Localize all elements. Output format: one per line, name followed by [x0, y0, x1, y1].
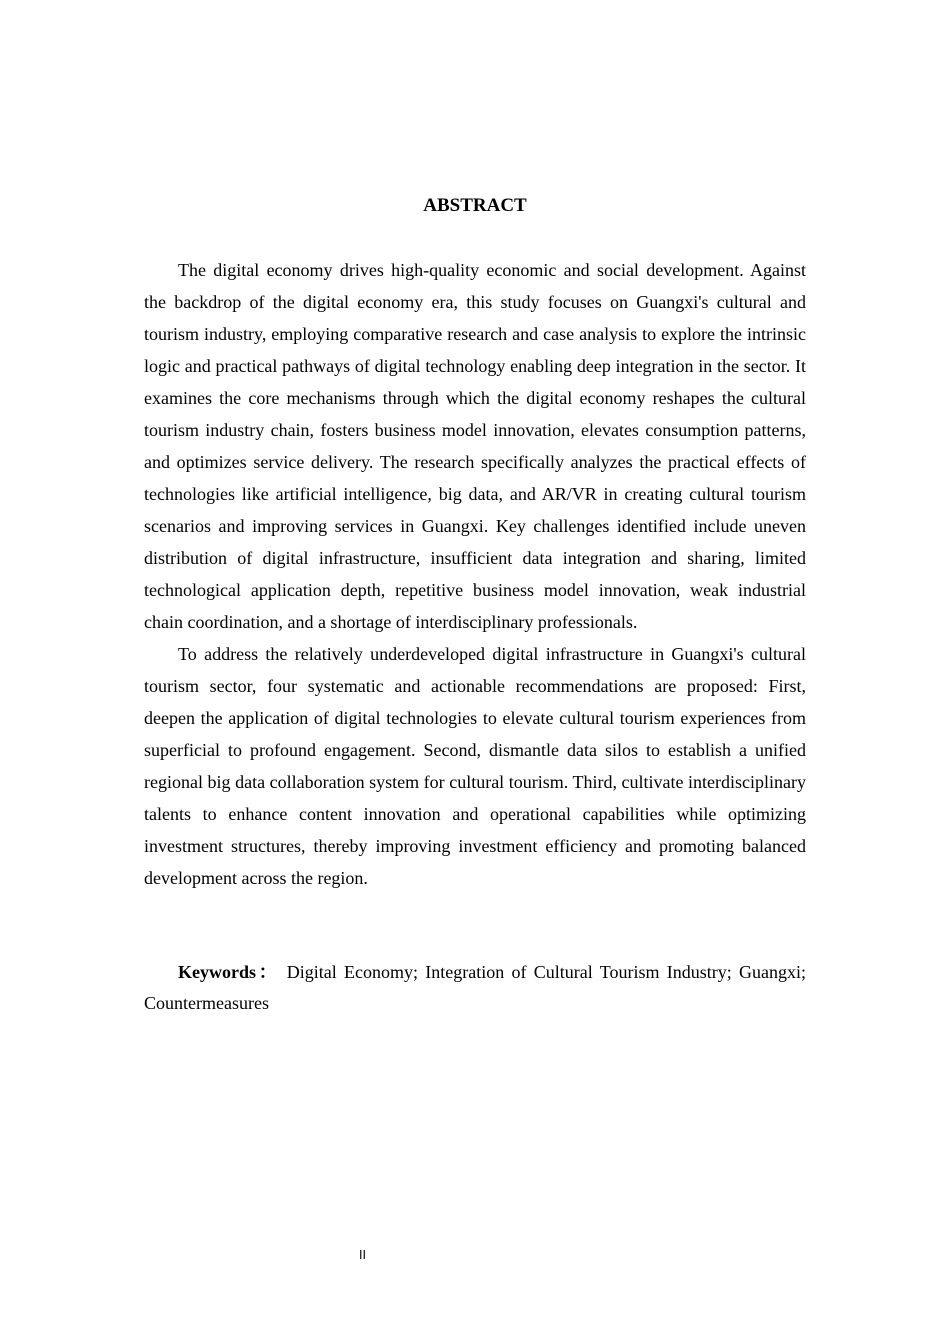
- abstract-paragraph-1: The digital economy drives high-quality economic and social development. Against the backdrop of the digital economy era, this study focuses on Guangxi's cultural and tourism industry, employing comparative research and case analysis to explore the intrinsic logic and practical pathways of digital technology enabling deep integration in the sector. It examines the core mechanisms through which the digital economy reshapes the cultural tourism industry chain, fosters business model innovation, elevates consumption patterns, and optimizes service delivery. The research specifically analyzes the practical effects of technologies like artificial intelligence, big data, and AR/VR in creating cultural tourism scenarios and improving services in Guangxi. Key challenges identified include uneven distribution of digital infrastructure, insufficient data integration and sharing, limited technological application depth, repetitive business model innovation, weak industrial chain coordination, and a shortage of interdisciplinary professionals.: [144, 260, 806, 632]
- keywords-text: Digital Economy; Integration of Cultural Tourism Industry; Guangxi; Countermeasures: [144, 962, 806, 1013]
- keywords-line: [144, 957, 806, 1019]
- keywords-label: Keywords：: [178, 962, 280, 982]
- abstract-title: ABSTRACT: [423, 195, 527, 216]
- abstract-paragraph-2: To address the relatively underdeveloped digital infrastructure in Guangxi's cultural tourism sector, four systematic and actionable recommendations are proposed: First, deepen the application of digital technologies to elevate cultural tourism experiences from superficial to profound engagement. Second, dismantle data silos to establish a unified regional big data collaboration system for cultural tourism. Third, cultivate interdisciplinary talents to enhance content innovation and operational capabilities while optimizing investment structures, thereby improving investment efficiency and promoting balanced development across the region.: [144, 644, 806, 888]
- abstract-body: [144, 254, 806, 894]
- page-number: II: [359, 1248, 367, 1262]
